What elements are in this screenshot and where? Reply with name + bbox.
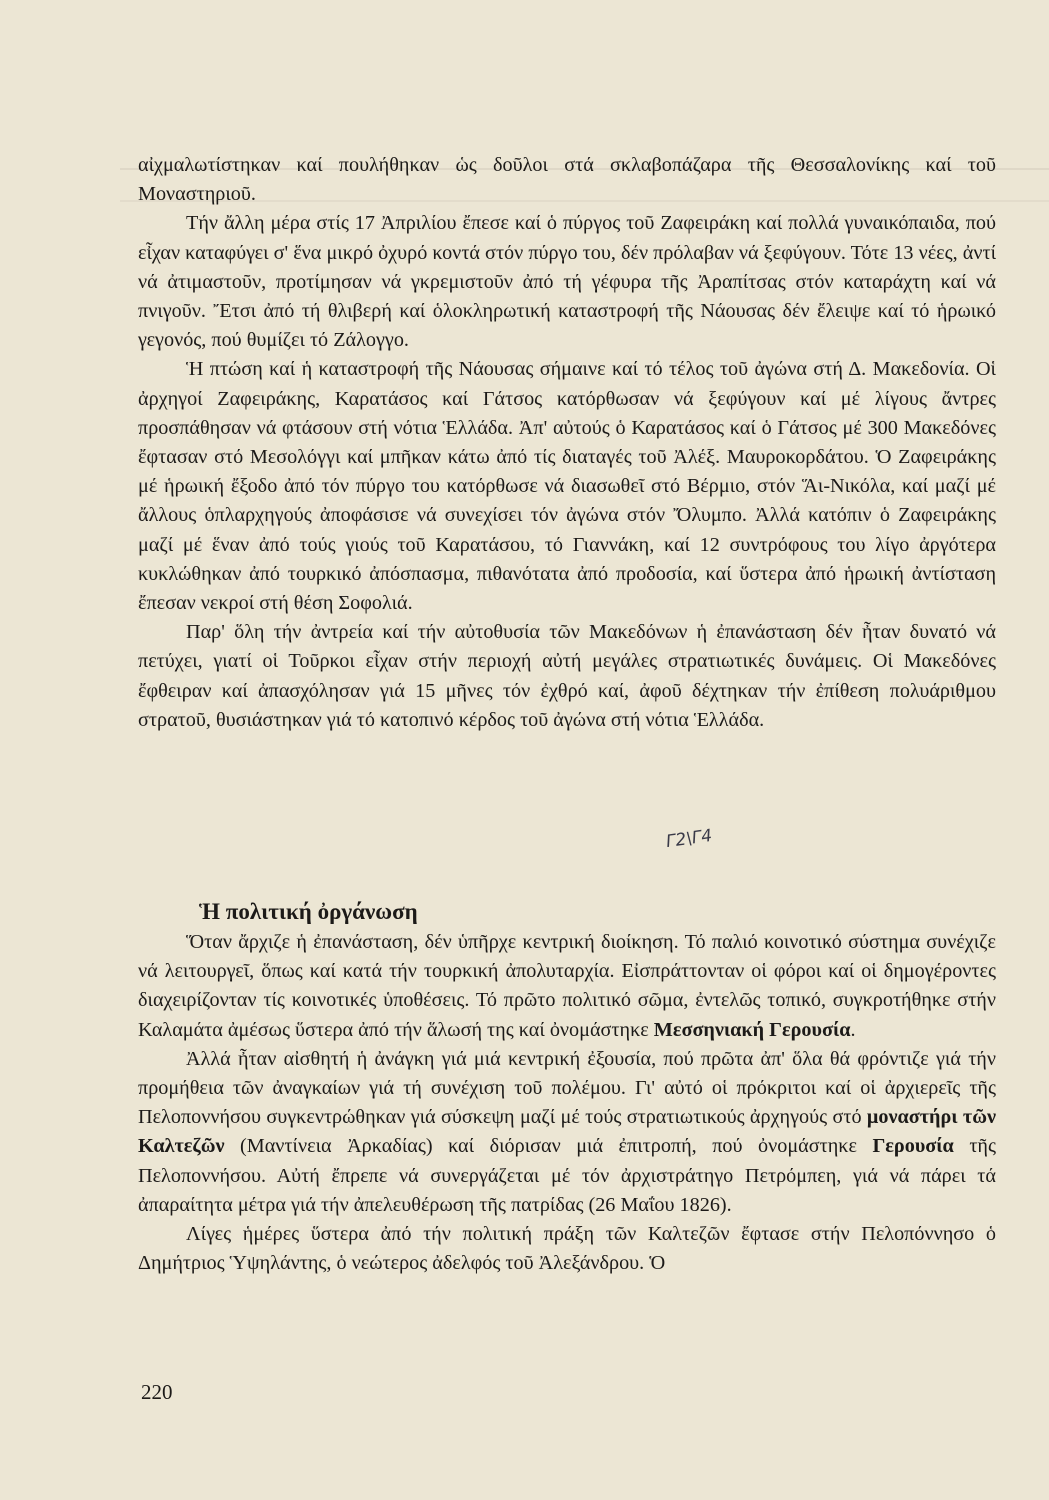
bold-term: μοναστήρι τῶν Καλτεζῶν — [138, 1106, 997, 1158]
page-number: 220 — [141, 1380, 173, 1404]
paragraph-text: Ἀλλά ἦταν αἰσθητή ἡ ἀνάγκη γιά μιά κεντρική ἐξουσία, πού πρῶτα ἀπ' ὅλα θά φρόντιζε γιά τήν προμήθεια τῶν ἀναγκαίων γιά τή συνέχιση τοῦ πολέμου. Γι' αὐτό οἱ πρόκριτοι καί οἱ ἀρχιερεῖς τῆς Πελοποννήσου συγκεντρώθηκαν γιά σύσκεψη μαζί μέ τούς στρατιωτικούς ἀρχηγούς στό — [138, 1047, 996, 1129]
paragraph — [138, 1045, 996, 1220]
bold-term: Μεσσηνιακή Γερουσία — [653, 1018, 851, 1041]
paragraph-text: τῆς Πελοποννήσου. Αὐτή ἔπρεπε νά συνεργάζεται μέ τόν ἀρχιστράτηγο Πετρόμπεη, γιά νά πάρει τά ἀπαραίτητα μέτρα γιά τήν ἀπελευθέρωση τῆς πατρίδας (26 Μαΐου 1826). — [138, 1135, 996, 1216]
paragraph-text: (Μαντίνεια Ἀρκαδίας) καί διόρισαν μιά ἐπιτροπή, πού ὀνομάστηκε — [224, 1135, 873, 1158]
paragraph: Τήν ἄλλη μέρα στίς 17 Ἀπριλίου ἔπεσε καί ὁ πύργος τοῦ Ζαφειράκη καί πολλά γυναικόπαιδα, πού εἶχαν καταφύγει σ' ἕνα μικρό ὀχυρό κοντά στόν πύργο του, δέν πρόλαβαν νά ξεφύγουν. Τότε 13 νέες, ἀντί νά ἀτιμαστοῦν, προτίμησαν νά γκρεμιστοῦν ἀπό τή γέφυρα τῆς Ἀραπίτσας στόν καταράχτη καί νά πνιγοῦν. Ἔτσι ἀπό τή θλιβερή καί ὁλοκληρωτική καταστροφή τῆς Νάουσας δέν ἔλειψε καί τό ἡρωικό γεγονός, πού θυμίζει τό Ζάλογγο. — [138, 212, 996, 352]
paragraph: Λίγες ἡμέρες ὕστερα ἀπό τήν πολιτική πράξη τῶν Καλτεζῶν ἔφτασε στήν Πελοπόννησο ὁ Δημήτριος Ὑψηλάντης, ὁ νεώτερος ἀδελφός τοῦ Ἀλεξάνδρου. Ὁ — [138, 1223, 996, 1275]
paragraph-text: . — [850, 1018, 856, 1041]
section-heading: Ἡ πολιτική ὀργάνωση — [199, 899, 418, 924]
paragraph — [138, 928, 996, 1045]
paragraph: αἰχμαλωτίστηκαν καί πουλήθηκαν ὡς δοῦλοι στά σκλαβοπάζαρα τῆς Θεσσαλονίκης καί τοῦ Μοναστηριοῦ. — [138, 154, 996, 206]
text-block-bottom — [138, 928, 996, 1278]
bold-term: Γερουσία — [872, 1135, 954, 1158]
text-block-top — [138, 151, 996, 735]
handwritten-note: Γ2\Γ4 — [664, 825, 714, 853]
paragraph: Ἡ πτώση καί ἡ καταστροφή τῆς Νάουσας σήμαινε καί τό τέλος τοῦ ἀγώνα στή Δ. Μακεδονία. Οἱ ἀρχηγοί Ζαφειράκης, Καρατάσος καί Γάτσος κατόρθωσαν νά ξεφύγουν καί μέ λίγους ἄντρες προσπάθησαν νά φτάσουν στή νότια Ἑλλάδα. Ἀπ' αὐτούς ὁ Καρατάσος καί ὁ Γάτσος μέ 300 Μακεδόνες ἔφτασαν στό Μεσολόγγι καί μπῆκαν κάτω ἀπό τίς διαταγές τοῦ Ἀλέξ. Μαυροκορδάτου. Ὁ Ζαφειράκης μέ ἡρωική ἔξοδο ἀπό τόν πύργο του κατόρθωσε νά διασωθεῖ στό Βέρμιο, στόν Ἅι-Νικόλα, καί μαζί μέ ἄλλους ὁπλαρχηγούς ἀποφάσισε νά συνεχίσει τόν ἀγώνα στόν Ὄλυμπο. Ἀλλά κατόπιν ὁ Ζαφειράκης μαζί μέ ἕναν ἀπό τούς γιούς τοῦ Καρατάσου, τό Γιαννάκη, καί 12 συντρόφους του λίγο ἀργότερα κυκλώθηκαν ἀπό τουρκικό ἀπόσπασμα, πιθανότατα ἀπό προδοσία, καί ὕστερα ἀπό ἡρωική ἀντίσταση ἔπεσαν νεκροί στή θέση Σοφολιά. — [138, 358, 996, 615]
paragraph: Παρ' ὅλη τήν ἀντρεία καί τήν αὐτοθυσία τῶν Μακεδόνων ἡ ἐπανάσταση δέν ἦταν δυνατό νά πετύχει, γιατί οἱ Τοῦρκοι εἶχαν στήν περιοχή αὐτή μεγάλες στρατιωτικές δυνάμεις. Οἱ Μακεδόνες ἔφθειραν καί ἀπασχόλησαν γιά 15 μῆνες τόν ἐχθρό καί, ἀφοῦ δέχτηκαν τήν ἐπίθεση πολυάριθμου στρατοῦ, θυσιάστηκαν γιά τό κατοπινό κέρδος τοῦ ἀγώνα στή νότια Ἑλλάδα. — [138, 621, 996, 731]
paragraph-text: Ὅταν ἄρχιζε ἡ ἐπανάσταση, δέν ὑπῆρχε κεντρική διοίκηση. Τό παλιό κοινοτικό σύστημα συνέχιζε νά λειτουργεῖ, ὅπως καί κατά τήν τουρκική ἀπολυταρχία. Εἰσπράττονταν οἱ φόροι καί οἱ δημογέροντες διαχειρίζονταν τίς κοινοτικές ὑποθέσεις. Τό πρῶτο πολιτικό σῶμα, ἐντελῶς τοπικό, συγκροτήθηκε στήν Καλαμάτα ἀμέσως ὕστερα ἀπό τήν ἅλωσή της καί ὀνομάστηκε — [138, 931, 996, 1041]
